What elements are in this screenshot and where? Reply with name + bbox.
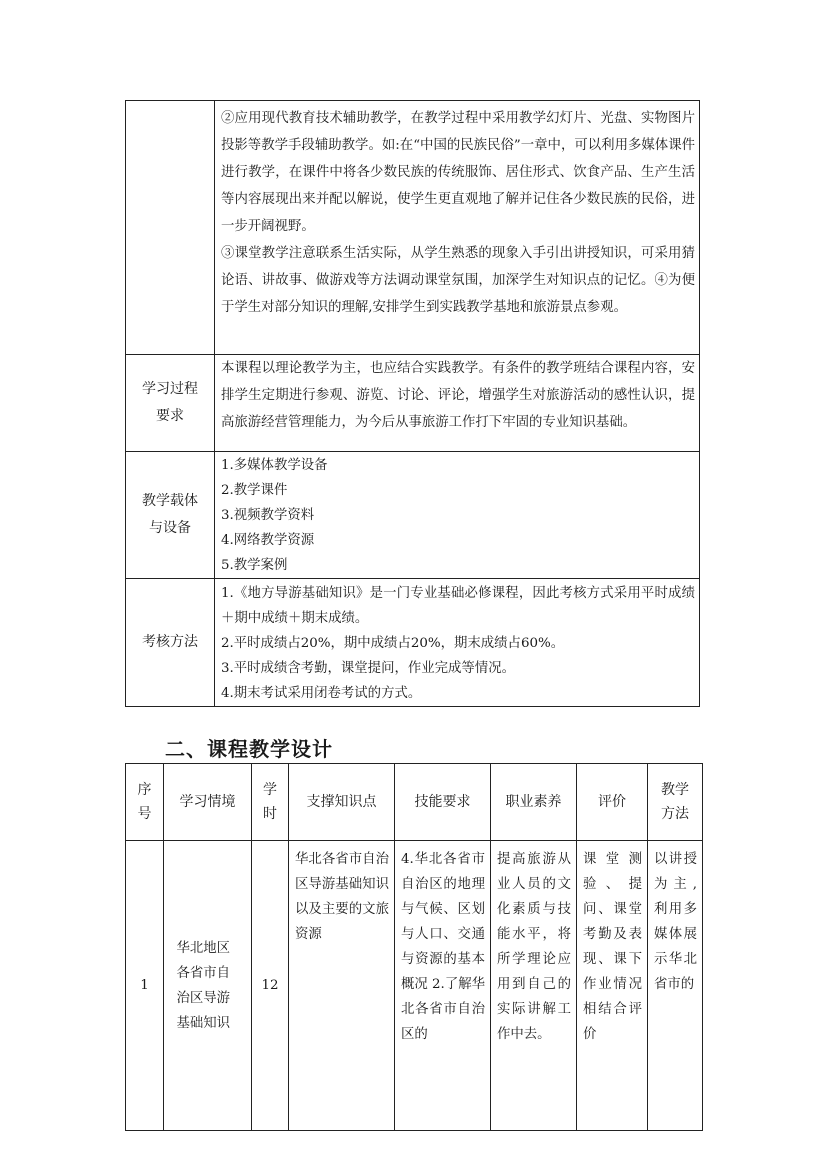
row-label: [126, 355, 215, 452]
paragraph: ②应用现代教育技术辅助教学，在教学过程中采用教学幻灯片、光盘、实物图片投影等教学手段辅助教学。如:在“中国的民族民俗”一章中，可以利用多媒体课件进行教学，在课件中将各少数民族的传统服饰、居住形式、饮食产品、生产生活等内容展现出来并配以解说，使学生更直观地了解并记住各少数民族的民俗，进一步开阔视野。: [221, 111, 695, 234]
course-design-table: [125, 763, 703, 1131]
cell-method: 以讲授为主,利用多媒体展示华北省市的: [648, 841, 703, 1131]
row-label-text: 教学载体与设备: [142, 493, 198, 536]
paragraph: ③课堂教学注意联系生活实际，从学生熟悉的现象入手引出讲授知识，可采用猜论语、讲故事、做游戏等方法调动课堂氛围，加深学生对知识点的记忆。④为便于学生对部分知识的理解,安排学生到实践教学基地和旅游景点参观。: [221, 246, 695, 315]
header-cell: 学习情境: [164, 764, 252, 841]
cell-knowledge: 华北各省市自治区导游基础知识以及主要的文旅资源: [289, 841, 395, 1131]
list-item: 3.视频教学资料: [221, 508, 315, 523]
list-item: 1.《地方导游基础知识》是一门专业基础必修课程，因此考核方式采用平时成绩＋期中成绩＋期末成绩。: [221, 586, 695, 626]
row-content: [215, 355, 700, 452]
list-item: 4.网络教学资源: [221, 533, 315, 548]
cell-situation: [164, 841, 252, 1131]
cell-literacy: 提高旅游从业人员的文化素质与技能水平，将所学理论应用到自己的实际讲解工作中去。: [491, 841, 577, 1131]
row-label: [126, 101, 215, 355]
table-row: [126, 101, 700, 355]
table-row: [126, 841, 703, 1131]
row-label-text: 学习过程要求: [142, 381, 198, 424]
list-item: 5.教学案例: [221, 558, 288, 573]
row-label: 考核方法: [126, 579, 215, 707]
list-item: 2.平时成绩占20%，期中成绩占20%，期末成绩占60%。: [221, 636, 565, 651]
row-content: [215, 579, 700, 707]
header-cell: 评价: [577, 764, 648, 841]
header-cell: [126, 764, 164, 841]
cell-no: 1: [126, 841, 164, 1131]
cell-evaluation: 课堂测验、提问、课堂考勤及表现、课下作业情况相结合评价: [577, 841, 648, 1131]
list-item: 1.多媒体教学设备: [221, 458, 328, 473]
header-hours: 学时: [263, 782, 277, 822]
list-item: 4.期末考试采用闭卷考试的方式。: [221, 686, 422, 701]
row-content: [215, 452, 700, 579]
header-cell: 职业素养: [491, 764, 577, 841]
row-label: [126, 452, 215, 579]
table-header-row: [126, 764, 703, 841]
header-method: 教学方法: [661, 782, 689, 822]
table-row: [126, 579, 700, 707]
list-item: 3.平时成绩含考勤，课堂提问，作业完成等情况。: [221, 661, 515, 676]
section-heading: 二、课程教学设计: [165, 737, 333, 761]
list-item: 2.教学课件: [221, 483, 288, 498]
cell-skills: 4.华北各省市自治区的地理与气候、区划与人口、交通与资源的基本概况 2.了解华北各省市自治区的: [395, 841, 491, 1131]
header-no: 序号: [137, 782, 152, 822]
cell-hours: 12: [252, 841, 289, 1131]
header-cell: [648, 764, 703, 841]
row-content: [215, 101, 700, 355]
header-cell: [252, 764, 289, 841]
course-info-table: [125, 100, 700, 707]
cell-situation-text: 华北地区各省市自治区导游基础知识: [176, 940, 231, 1031]
table-row: [126, 452, 700, 579]
header-cell: 技能要求: [395, 764, 491, 841]
paragraph: 本课程以理论教学为主，也应结合实践教学。有条件的教学班结合课程内容，安排学生定期进行参观、游览、讨论、评论，增强学生对旅游活动的感性认识，提高旅游经营管理能力，为今后从事旅游工作打下牢固的专业知识基础。: [221, 361, 695, 430]
table-row: [126, 355, 700, 452]
header-cell: 支撑知识点: [289, 764, 395, 841]
